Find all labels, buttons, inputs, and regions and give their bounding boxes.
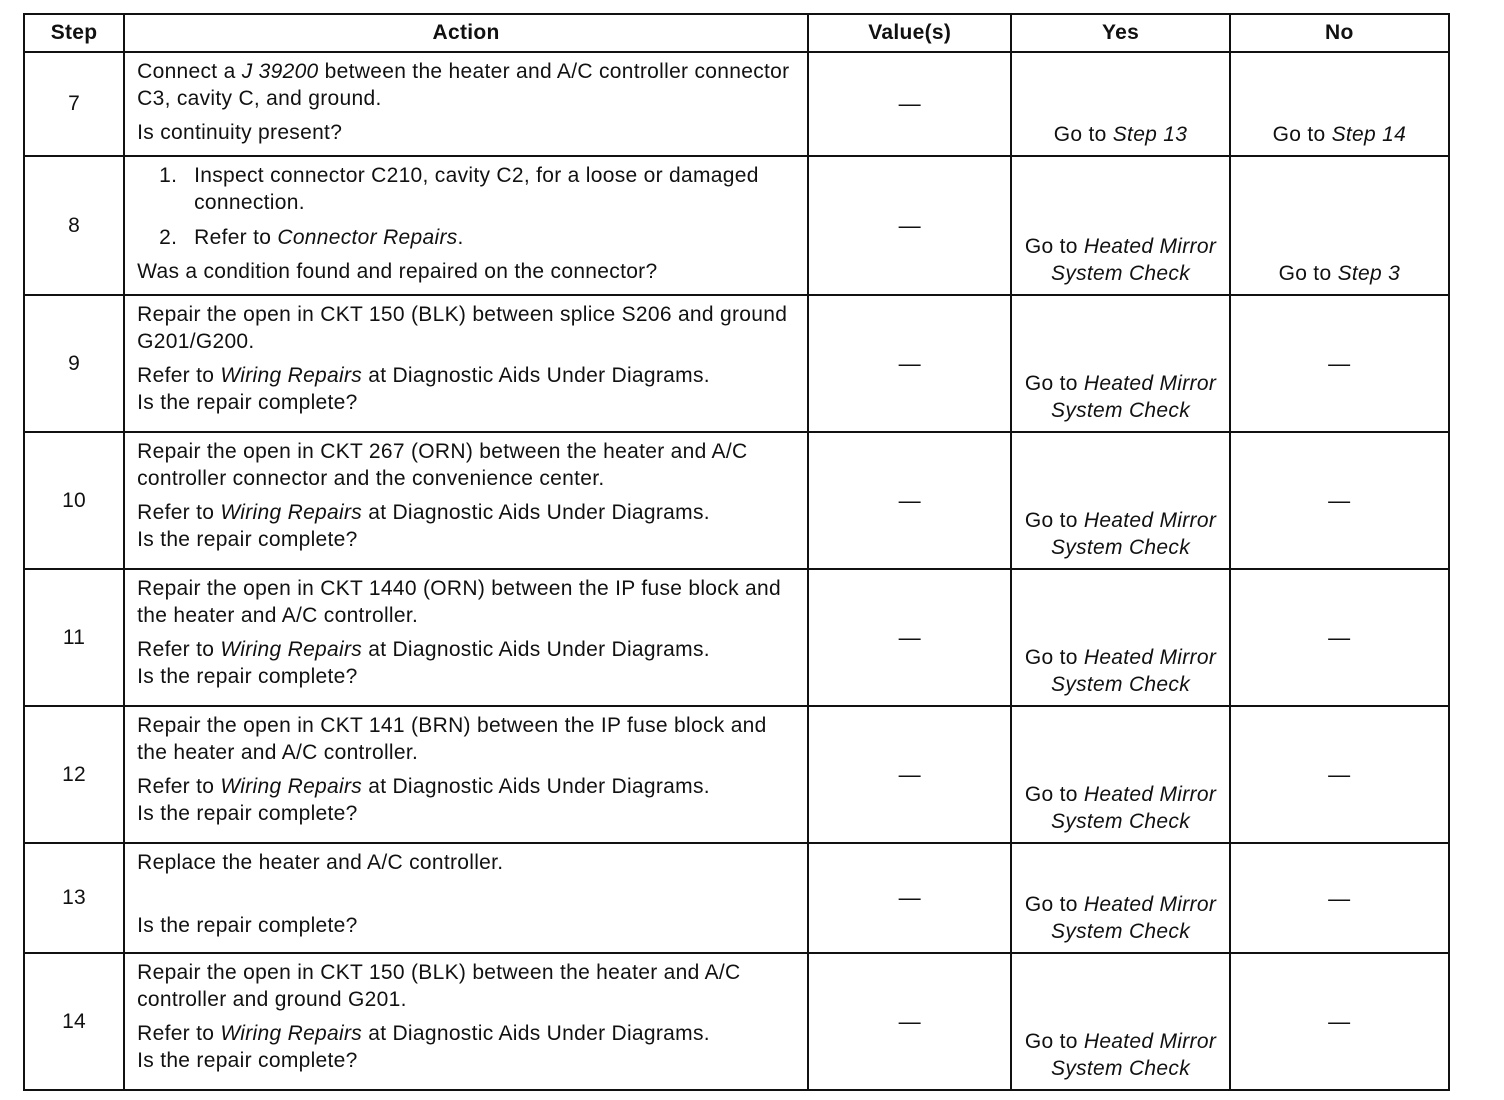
diagnostic-table-container bbox=[23, 13, 1450, 1091]
step-number: 12 bbox=[24, 706, 124, 843]
refer-line bbox=[137, 773, 797, 800]
step-number: 9 bbox=[24, 295, 124, 432]
list-item-number: 2. bbox=[159, 226, 178, 249]
step-number: 13 bbox=[24, 843, 124, 953]
list-item-number: 1. bbox=[159, 164, 178, 187]
list-item-text: Refer to bbox=[194, 226, 278, 249]
refer-suffix: at Diagnostic Aids Under Diagrams. bbox=[362, 638, 710, 661]
action-cell bbox=[124, 843, 808, 953]
action-text-part: between the heater and A/C controller connector C3, cavity C, and ground. bbox=[137, 60, 790, 110]
refer-prefix: Refer to bbox=[137, 501, 221, 524]
yes-prefix: Go to bbox=[1024, 235, 1084, 258]
repair-reference: Wiring Repairs bbox=[220, 638, 363, 661]
action-text: Repair the open in CKT 150 (BLK) between the heater and A/C controller and ground G201. bbox=[137, 961, 741, 1011]
header-values: Value(s) bbox=[808, 14, 1011, 52]
refer-line bbox=[137, 362, 797, 389]
action-spacer bbox=[137, 876, 797, 905]
yes-prefix: Go to bbox=[1024, 372, 1084, 395]
action-cell bbox=[124, 706, 808, 843]
action-question: Is the repair complete? bbox=[137, 391, 358, 414]
refer-prefix: Refer to bbox=[137, 1022, 221, 1045]
refer-prefix: Refer to bbox=[137, 775, 221, 798]
yes-target: Step 13 bbox=[1112, 123, 1188, 146]
no-cell bbox=[1230, 156, 1449, 295]
yes-target: Heated Mirror System Check bbox=[1051, 372, 1217, 422]
yes-prefix: Go to bbox=[1024, 1030, 1084, 1053]
yes-cell bbox=[1011, 953, 1229, 1090]
yes-prefix: Go to bbox=[1024, 893, 1084, 916]
no-cell: — bbox=[1230, 706, 1449, 843]
step-number: 7 bbox=[24, 52, 124, 156]
header-no: No bbox=[1230, 14, 1449, 52]
refer-line bbox=[137, 1020, 797, 1047]
yes-prefix: Go to bbox=[1024, 509, 1084, 532]
yes-cell bbox=[1011, 52, 1229, 156]
table-row-step-8 bbox=[24, 156, 1449, 295]
yes-target: Heated Mirror System Check bbox=[1051, 1030, 1217, 1080]
header-row bbox=[24, 14, 1449, 52]
yes-prefix: Go to bbox=[1053, 123, 1113, 146]
yes-target: Heated Mirror System Check bbox=[1051, 646, 1217, 696]
action-text: Repair the open in CKT 1440 (ORN) between the IP fuse block and the heater and A/C controller. bbox=[137, 577, 781, 627]
yes-target: Heated Mirror System Check bbox=[1051, 509, 1217, 559]
action-question: Is continuity present? bbox=[137, 121, 343, 144]
refer-suffix: at Diagnostic Aids Under Diagrams. bbox=[362, 1022, 710, 1045]
value-cell: — bbox=[808, 156, 1011, 295]
list-item-text: Inspect connector C210, cavity C2, for a loose or damaged connection. bbox=[194, 164, 759, 214]
yes-cell bbox=[1011, 706, 1229, 843]
action-text: Repair the open in CKT 267 (ORN) between the heater and A/C controller connector and the convenience center. bbox=[137, 440, 748, 490]
action-list bbox=[137, 162, 797, 251]
header-step: Step bbox=[24, 14, 124, 52]
no-target: Step 14 bbox=[1331, 123, 1407, 146]
action-question: Is the repair complete? bbox=[137, 802, 358, 825]
no-cell: — bbox=[1230, 953, 1449, 1090]
no-cell: — bbox=[1230, 843, 1449, 953]
repair-reference: Wiring Repairs bbox=[220, 501, 363, 524]
table-row-step-14 bbox=[24, 953, 1449, 1090]
yes-cell bbox=[1011, 569, 1229, 706]
yes-cell bbox=[1011, 295, 1229, 432]
table-row-step-7 bbox=[24, 52, 1449, 156]
action-text bbox=[137, 58, 797, 112]
yes-prefix: Go to bbox=[1024, 783, 1084, 806]
repair-reference: Wiring Repairs bbox=[220, 775, 363, 798]
header-action: Action bbox=[124, 14, 808, 52]
value-cell: — bbox=[808, 432, 1011, 569]
no-prefix: Go to bbox=[1272, 123, 1332, 146]
no-target: Step 3 bbox=[1337, 262, 1401, 285]
action-text: Repair the open in CKT 141 (BRN) between the IP fuse block and the heater and A/C controller. bbox=[137, 714, 767, 764]
refer-prefix: Refer to bbox=[137, 638, 221, 661]
no-cell: — bbox=[1230, 432, 1449, 569]
action-question: Is the repair complete? bbox=[137, 528, 358, 551]
table-row-step-13 bbox=[24, 843, 1449, 953]
value-cell: — bbox=[808, 843, 1011, 953]
refer-line bbox=[137, 636, 797, 663]
action-cell bbox=[124, 432, 808, 569]
repair-reference: Connector Repairs bbox=[277, 226, 458, 249]
refer-prefix: Refer to bbox=[137, 364, 221, 387]
yes-cell bbox=[1011, 156, 1229, 295]
yes-target: Heated Mirror System Check bbox=[1051, 783, 1217, 833]
action-list-item bbox=[137, 162, 797, 216]
action-question: Is the repair complete? bbox=[137, 665, 358, 688]
table-row-step-10 bbox=[24, 432, 1449, 569]
table-row-step-11 bbox=[24, 569, 1449, 706]
action-text: Replace the heater and A/C controller. bbox=[137, 851, 504, 874]
action-cell bbox=[124, 569, 808, 706]
step-number: 10 bbox=[24, 432, 124, 569]
no-cell bbox=[1230, 52, 1449, 156]
action-cell bbox=[124, 953, 808, 1090]
action-cell bbox=[124, 52, 808, 156]
refer-line bbox=[137, 499, 797, 526]
yes-cell bbox=[1011, 432, 1229, 569]
step-number: 8 bbox=[24, 156, 124, 295]
action-list-item bbox=[137, 224, 797, 251]
list-item-text: . bbox=[457, 226, 464, 249]
table-row-step-9 bbox=[24, 295, 1449, 432]
yes-target: Heated Mirror System Check bbox=[1051, 893, 1217, 943]
no-prefix: Go to bbox=[1278, 262, 1338, 285]
refer-suffix: at Diagnostic Aids Under Diagrams. bbox=[362, 775, 710, 798]
action-text: Repair the open in CKT 150 (BLK) between splice S206 and ground G201/G200. bbox=[137, 303, 788, 353]
yes-cell bbox=[1011, 843, 1229, 953]
refer-suffix: at Diagnostic Aids Under Diagrams. bbox=[362, 364, 710, 387]
no-cell: — bbox=[1230, 295, 1449, 432]
value-cell: — bbox=[808, 706, 1011, 843]
yes-prefix: Go to bbox=[1024, 646, 1084, 669]
repair-reference: Wiring Repairs bbox=[220, 1022, 363, 1045]
no-cell: — bbox=[1230, 569, 1449, 706]
repair-reference: Wiring Repairs bbox=[220, 364, 363, 387]
action-question: Is the repair complete? bbox=[137, 1049, 358, 1072]
refer-suffix: at Diagnostic Aids Under Diagrams. bbox=[362, 501, 710, 524]
action-text-part: Connect a bbox=[137, 60, 242, 83]
value-cell: — bbox=[808, 52, 1011, 156]
value-cell: — bbox=[808, 953, 1011, 1090]
step-number: 11 bbox=[24, 569, 124, 706]
table-row-step-12 bbox=[24, 706, 1449, 843]
value-cell: — bbox=[808, 295, 1011, 432]
header-yes: Yes bbox=[1011, 14, 1229, 52]
action-cell bbox=[124, 295, 808, 432]
yes-target: Heated Mirror System Check bbox=[1051, 235, 1217, 285]
value-cell: — bbox=[808, 569, 1011, 706]
action-question: Was a condition found and repaired on the connector? bbox=[137, 260, 658, 283]
diagnostic-table bbox=[23, 13, 1450, 1091]
step-number: 14 bbox=[24, 953, 124, 1090]
action-question: Is the repair complete? bbox=[137, 914, 358, 937]
tool-reference: J 39200 bbox=[241, 60, 319, 83]
action-cell bbox=[124, 156, 808, 295]
